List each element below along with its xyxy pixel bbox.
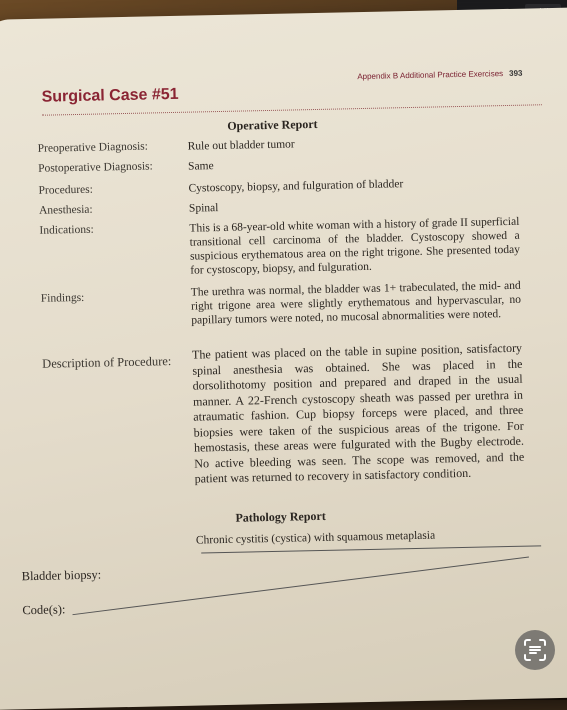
procedures-value: Cystoscopy, biopsy, and fulguration of bladder [188,178,404,195]
preop-value: Rule out bladder tumor [187,138,295,153]
findings-value: The urethra was normal, the bladder was 1+ trabeculated, the mid- and right trigone area were slightly erythematous and hypervascular, no papillary tumors were noted, no mucosal abnormalities were noted. [190,279,522,327]
postop-value: Same [187,160,214,173]
findings-label: Findings: [40,291,85,305]
live-text-scan-button[interactable] [515,630,555,670]
description-label: Description of Procedure: [42,354,172,371]
anesthesia-label: Anesthesia: [38,203,93,217]
indications-value: This is a 68-year-old white woman with a history of grade II superficial transitional cell carcinoma of the bladder. Cystoscopy showed a suspicious erythematous area on the right trigone. She presented today for cystoscopy, biopsy, and fulguration. [189,215,521,277]
bladder-biopsy-label: Bladder biopsy: [21,567,102,584]
anesthesia-value: Spinal [188,202,219,215]
preop-label: Preoperative Diagnosis: [37,140,148,155]
case-title: Surgical Case #51 [41,85,179,106]
textbook-page [0,7,567,709]
procedures-label: Procedures: [38,183,94,197]
page-number: 393 [509,68,523,78]
description-value: The patient was placed on the table in supine position, satisfactory spinal anesthesia was obtained. She was placed in the dorsolithotomy position and prepared and draped in the usual manner. A 22-French cystoscopy sheath was passed per urethra in atraumatic fashion. Cup biopsy forceps were placed, and three biopsies were taken of the suspicious areas of the trigone. For hemostasis, these areas were fulgurated with the Bugby electrode. No active bleeding was seen. The scope was removed, and the patient was returned to recovery in satisfactory condition. [191,340,525,486]
pathology-underline [201,545,541,553]
pathology-value: Chronic cystitis (cystica) with squamous metaplasia [195,529,436,547]
codes-label: Code(s): [22,602,66,618]
text-scan-icon [522,637,548,663]
running-head [357,69,522,81]
postop-label: Postoperative Diagnosis: [38,160,153,175]
indications-label: Indications: [39,223,94,237]
dotted-divider [42,104,542,115]
running-head-text: Appendix B Additional Practice Exercises [357,69,504,82]
pathology-heading: Pathology Report [235,508,326,525]
operative-report-heading: Operative Report [227,116,318,133]
codes-answer-line [72,557,528,616]
